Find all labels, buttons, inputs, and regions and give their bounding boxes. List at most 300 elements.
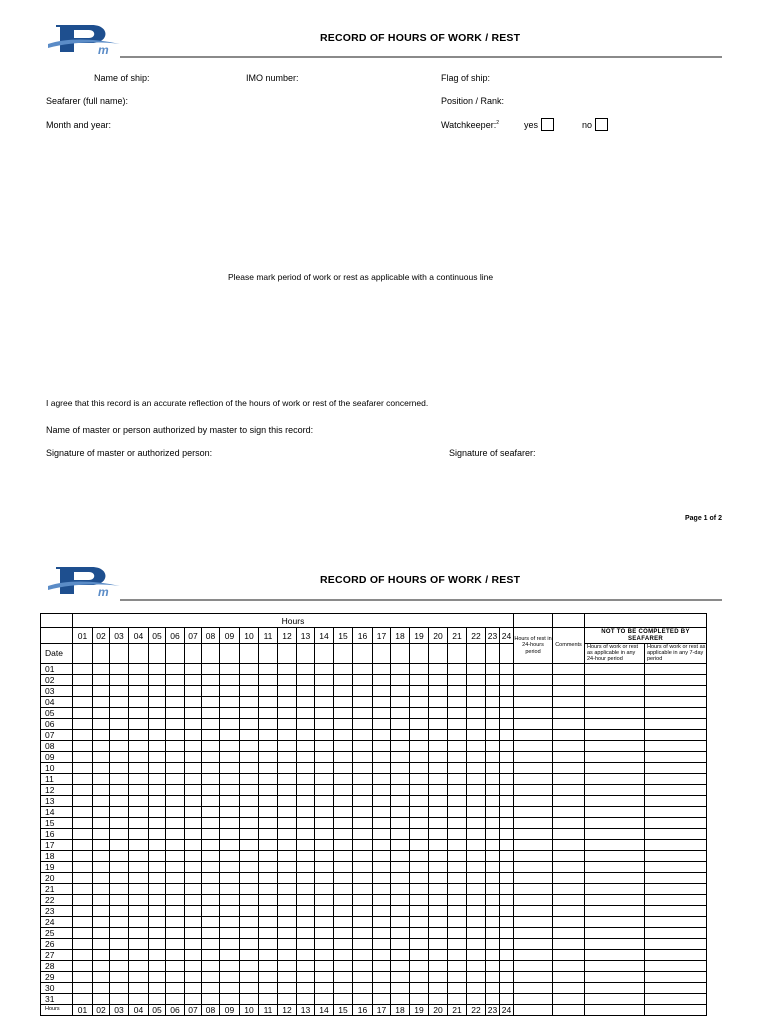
- entry-cell[interactable]: [297, 861, 315, 872]
- entry-cell[interactable]: [185, 905, 202, 916]
- entry-cell[interactable]: [373, 850, 391, 861]
- entry-cell[interactable]: [202, 982, 220, 993]
- entry-cell[interactable]: [373, 949, 391, 960]
- entry-cell[interactable]: [129, 850, 149, 861]
- entry-cell[interactable]: [149, 916, 166, 927]
- entry-cell[interactable]: [93, 806, 110, 817]
- entry-cell[interactable]: [645, 916, 707, 927]
- entry-cell[interactable]: [410, 663, 429, 674]
- entry-cell[interactable]: [315, 839, 334, 850]
- entry-cell[interactable]: [73, 707, 93, 718]
- entry-cell[interactable]: [220, 982, 240, 993]
- entry-cell[interactable]: [93, 751, 110, 762]
- entry-cell[interactable]: [166, 762, 185, 773]
- entry-cell[interactable]: [448, 872, 467, 883]
- entry-cell[interactable]: [185, 960, 202, 971]
- entry-cell[interactable]: [353, 685, 373, 696]
- entry-cell[interactable]: [373, 795, 391, 806]
- entry-cell[interactable]: [645, 685, 707, 696]
- entry-cell[interactable]: [467, 850, 486, 861]
- entry-cell[interactable]: [334, 729, 353, 740]
- entry-cell[interactable]: [278, 872, 297, 883]
- entry-cell[interactable]: [391, 663, 410, 674]
- entry-cell[interactable]: [391, 784, 410, 795]
- entry-cell[interactable]: [259, 718, 278, 729]
- entry-cell[interactable]: [149, 817, 166, 828]
- entry-cell[interactable]: [429, 850, 448, 861]
- entry-cell[interactable]: [448, 883, 467, 894]
- entry-cell[interactable]: [373, 784, 391, 795]
- entry-cell[interactable]: [448, 839, 467, 850]
- entry-cell[interactable]: [585, 740, 645, 751]
- entry-cell[interactable]: [129, 817, 149, 828]
- entry-cell[interactable]: [410, 828, 429, 839]
- entry-cell[interactable]: [73, 938, 93, 949]
- entry-cell[interactable]: [129, 982, 149, 993]
- entry-cell[interactable]: [73, 839, 93, 850]
- entry-cell[interactable]: [553, 960, 585, 971]
- entry-cell[interactable]: [373, 883, 391, 894]
- entry-cell[interactable]: [240, 828, 259, 839]
- entry-cell[interactable]: [334, 905, 353, 916]
- entry-cell[interactable]: [410, 784, 429, 795]
- entry-cell[interactable]: [166, 960, 185, 971]
- entry-cell[interactable]: [297, 762, 315, 773]
- entry-cell[interactable]: [353, 707, 373, 718]
- entry-cell[interactable]: [110, 674, 129, 685]
- entry-cell[interactable]: [429, 729, 448, 740]
- entry-cell[interactable]: [297, 718, 315, 729]
- entry-cell[interactable]: [166, 839, 185, 850]
- entry-cell[interactable]: [110, 663, 129, 674]
- entry-cell[interactable]: [448, 949, 467, 960]
- entry-cell[interactable]: [259, 806, 278, 817]
- entry-cell[interactable]: [500, 894, 514, 905]
- entry-cell[interactable]: [448, 916, 467, 927]
- entry-cell[interactable]: [553, 927, 585, 938]
- entry-cell[interactable]: [278, 762, 297, 773]
- entry-cell[interactable]: [514, 971, 553, 982]
- entry-cell[interactable]: [429, 696, 448, 707]
- entry-cell[interactable]: [500, 828, 514, 839]
- entry-cell[interactable]: [467, 806, 486, 817]
- entry-cell[interactable]: [149, 685, 166, 696]
- entry-cell[interactable]: [315, 795, 334, 806]
- entry-cell[interactable]: [202, 685, 220, 696]
- entry-cell[interactable]: [645, 729, 707, 740]
- entry-cell[interactable]: [467, 894, 486, 905]
- entry-cell[interactable]: [410, 795, 429, 806]
- entry-cell[interactable]: [110, 817, 129, 828]
- entry-cell[interactable]: [410, 740, 429, 751]
- entry-cell[interactable]: [486, 663, 500, 674]
- entry-cell[interactable]: [585, 905, 645, 916]
- entry-cell[interactable]: [220, 927, 240, 938]
- entry-cell[interactable]: [297, 916, 315, 927]
- entry-cell[interactable]: [73, 894, 93, 905]
- entry-cell[interactable]: [645, 773, 707, 784]
- entry-cell[interactable]: [391, 971, 410, 982]
- entry-cell[interactable]: [645, 817, 707, 828]
- entry-cell[interactable]: [391, 696, 410, 707]
- entry-cell[interactable]: [73, 850, 93, 861]
- entry-cell[interactable]: [315, 718, 334, 729]
- entry-cell[interactable]: [585, 685, 645, 696]
- entry-cell[interactable]: [391, 685, 410, 696]
- entry-cell[interactable]: [500, 872, 514, 883]
- entry-cell[interactable]: [353, 872, 373, 883]
- entry-cell[interactable]: [315, 696, 334, 707]
- entry-cell[interactable]: [166, 674, 185, 685]
- entry-cell[interactable]: [315, 872, 334, 883]
- entry-cell[interactable]: [334, 894, 353, 905]
- entry-cell[interactable]: [553, 894, 585, 905]
- entry-cell[interactable]: [93, 784, 110, 795]
- entry-cell[interactable]: [93, 685, 110, 696]
- entry-cell[interactable]: [467, 718, 486, 729]
- yes-checkbox[interactable]: [541, 118, 554, 131]
- entry-cell[interactable]: [315, 861, 334, 872]
- entry-cell[interactable]: [110, 685, 129, 696]
- entry-cell[interactable]: [391, 949, 410, 960]
- entry-cell[interactable]: [202, 663, 220, 674]
- entry-cell[interactable]: [585, 872, 645, 883]
- entry-cell[interactable]: [297, 773, 315, 784]
- entry-cell[interactable]: [467, 993, 486, 1004]
- entry-cell[interactable]: [429, 894, 448, 905]
- entry-cell[interactable]: [297, 960, 315, 971]
- entry-cell[interactable]: [202, 795, 220, 806]
- entry-cell[interactable]: [129, 806, 149, 817]
- entry-cell[interactable]: [259, 828, 278, 839]
- entry-cell[interactable]: [334, 663, 353, 674]
- entry-cell[interactable]: [353, 784, 373, 795]
- entry-cell[interactable]: [553, 784, 585, 795]
- entry-cell[interactable]: [220, 872, 240, 883]
- entry-cell[interactable]: [645, 718, 707, 729]
- entry-cell[interactable]: [185, 850, 202, 861]
- entry-cell[interactable]: [259, 960, 278, 971]
- entry-cell[interactable]: [73, 927, 93, 938]
- entry-cell[interactable]: [73, 861, 93, 872]
- entry-cell[interactable]: [149, 894, 166, 905]
- entry-cell[interactable]: [391, 773, 410, 784]
- entry-cell[interactable]: [500, 850, 514, 861]
- entry-cell[interactable]: [429, 861, 448, 872]
- entry-cell[interactable]: [486, 685, 500, 696]
- entry-cell[interactable]: [278, 806, 297, 817]
- entry-cell[interactable]: [220, 817, 240, 828]
- entry-cell[interactable]: [129, 905, 149, 916]
- entry-cell[interactable]: [334, 916, 353, 927]
- entry-cell[interactable]: [240, 850, 259, 861]
- entry-cell[interactable]: [353, 960, 373, 971]
- entry-cell[interactable]: [202, 806, 220, 817]
- entry-cell[interactable]: [500, 718, 514, 729]
- entry-cell[interactable]: [315, 773, 334, 784]
- entry-cell[interactable]: [185, 982, 202, 993]
- entry-cell[interactable]: [373, 663, 391, 674]
- entry-cell[interactable]: [585, 729, 645, 740]
- entry-cell[interactable]: [410, 872, 429, 883]
- entry-cell[interactable]: [297, 740, 315, 751]
- entry-cell[interactable]: [410, 696, 429, 707]
- entry-cell[interactable]: [553, 817, 585, 828]
- entry-cell[interactable]: [353, 982, 373, 993]
- entry-cell[interactable]: [391, 861, 410, 872]
- entry-cell[interactable]: [297, 817, 315, 828]
- entry-cell[interactable]: [278, 960, 297, 971]
- entry-cell[interactable]: [185, 707, 202, 718]
- entry-cell[interactable]: [500, 949, 514, 960]
- entry-cell[interactable]: [585, 894, 645, 905]
- entry-cell[interactable]: [110, 696, 129, 707]
- entry-cell[interactable]: [585, 850, 645, 861]
- entry-cell[interactable]: [278, 729, 297, 740]
- entry-cell[interactable]: [259, 927, 278, 938]
- entry-cell[interactable]: [202, 861, 220, 872]
- entry-cell[interactable]: [240, 993, 259, 1004]
- entry-cell[interactable]: [73, 828, 93, 839]
- entry-cell[interactable]: [353, 740, 373, 751]
- entry-cell[interactable]: [373, 861, 391, 872]
- entry-cell[interactable]: [315, 883, 334, 894]
- entry-cell[interactable]: [373, 927, 391, 938]
- entry-cell[interactable]: [240, 729, 259, 740]
- entry-cell[interactable]: [353, 828, 373, 839]
- entry-cell[interactable]: [185, 861, 202, 872]
- entry-cell[interactable]: [373, 696, 391, 707]
- entry-cell[interactable]: [166, 784, 185, 795]
- entry-cell[interactable]: [185, 839, 202, 850]
- entry-cell[interactable]: [259, 872, 278, 883]
- entry-cell[interactable]: [467, 905, 486, 916]
- entry-cell[interactable]: [500, 751, 514, 762]
- entry-cell[interactable]: [240, 718, 259, 729]
- entry-cell[interactable]: [220, 894, 240, 905]
- entry-cell[interactable]: [514, 850, 553, 861]
- entry-cell[interactable]: [259, 707, 278, 718]
- entry-cell[interactable]: [410, 685, 429, 696]
- entry-cell[interactable]: [185, 762, 202, 773]
- entry-cell[interactable]: [467, 784, 486, 795]
- entry-cell[interactable]: [448, 707, 467, 718]
- entry-cell[interactable]: [391, 729, 410, 740]
- entry-cell[interactable]: [553, 982, 585, 993]
- entry-cell[interactable]: [486, 927, 500, 938]
- entry-cell[interactable]: [645, 938, 707, 949]
- entry-cell[interactable]: [645, 795, 707, 806]
- entry-cell[interactable]: [391, 817, 410, 828]
- entry-cell[interactable]: [645, 960, 707, 971]
- entry-cell[interactable]: [467, 949, 486, 960]
- entry-cell[interactable]: [353, 663, 373, 674]
- entry-cell[interactable]: [240, 960, 259, 971]
- entry-cell[interactable]: [220, 784, 240, 795]
- entry-cell[interactable]: [149, 850, 166, 861]
- entry-cell[interactable]: [500, 861, 514, 872]
- entry-cell[interactable]: [240, 971, 259, 982]
- entry-cell[interactable]: [202, 894, 220, 905]
- entry-cell[interactable]: [410, 916, 429, 927]
- entry-cell[interactable]: [315, 751, 334, 762]
- entry-cell[interactable]: [467, 707, 486, 718]
- entry-cell[interactable]: [500, 817, 514, 828]
- entry-cell[interactable]: [645, 850, 707, 861]
- entry-cell[interactable]: [129, 872, 149, 883]
- entry-cell[interactable]: [220, 773, 240, 784]
- entry-cell[interactable]: [645, 949, 707, 960]
- entry-cell[interactable]: [410, 707, 429, 718]
- entry-cell[interactable]: [149, 806, 166, 817]
- entry-cell[interactable]: [259, 850, 278, 861]
- entry-cell[interactable]: [410, 927, 429, 938]
- entry-cell[interactable]: [93, 817, 110, 828]
- entry-cell[interactable]: [110, 773, 129, 784]
- entry-cell[interactable]: [353, 927, 373, 938]
- entry-cell[interactable]: [585, 960, 645, 971]
- entry-cell[interactable]: [353, 938, 373, 949]
- entry-cell[interactable]: [315, 993, 334, 1004]
- entry-cell[interactable]: [149, 971, 166, 982]
- entry-cell[interactable]: [585, 762, 645, 773]
- entry-cell[interactable]: [93, 674, 110, 685]
- entry-cell[interactable]: [297, 982, 315, 993]
- entry-cell[interactable]: [240, 817, 259, 828]
- entry-cell[interactable]: [166, 971, 185, 982]
- entry-cell[interactable]: [448, 674, 467, 685]
- entry-cell[interactable]: [166, 685, 185, 696]
- entry-cell[interactable]: [278, 817, 297, 828]
- entry-cell[interactable]: [448, 861, 467, 872]
- entry-cell[interactable]: [202, 707, 220, 718]
- entry-cell[interactable]: [185, 663, 202, 674]
- entry-cell[interactable]: [585, 938, 645, 949]
- entry-cell[interactable]: [297, 894, 315, 905]
- entry-cell[interactable]: [220, 861, 240, 872]
- entry-cell[interactable]: [73, 773, 93, 784]
- watchkeeper-no[interactable]: [582, 118, 608, 131]
- entry-cell[interactable]: [410, 773, 429, 784]
- entry-cell[interactable]: [500, 806, 514, 817]
- entry-cell[interactable]: [486, 795, 500, 806]
- entry-cell[interactable]: [448, 685, 467, 696]
- entry-cell[interactable]: [129, 795, 149, 806]
- entry-cell[interactable]: [410, 850, 429, 861]
- entry-cell[interactable]: [315, 806, 334, 817]
- watchkeeper-yes[interactable]: [524, 118, 554, 131]
- entry-cell[interactable]: [259, 861, 278, 872]
- entry-cell[interactable]: [110, 971, 129, 982]
- entry-cell[interactable]: [645, 927, 707, 938]
- entry-cell[interactable]: [278, 795, 297, 806]
- entry-cell[interactable]: [93, 718, 110, 729]
- entry-cell[interactable]: [353, 971, 373, 982]
- entry-cell[interactable]: [391, 993, 410, 1004]
- entry-cell[interactable]: [467, 740, 486, 751]
- entry-cell[interactable]: [645, 674, 707, 685]
- entry-cell[interactable]: [297, 828, 315, 839]
- entry-cell[interactable]: [410, 982, 429, 993]
- entry-cell[interactable]: [73, 872, 93, 883]
- entry-cell[interactable]: [297, 685, 315, 696]
- entry-cell[interactable]: [93, 707, 110, 718]
- entry-cell[interactable]: [514, 828, 553, 839]
- entry-cell[interactable]: [585, 773, 645, 784]
- entry-cell[interactable]: [93, 861, 110, 872]
- entry-cell[interactable]: [467, 982, 486, 993]
- entry-cell[interactable]: [410, 806, 429, 817]
- entry-cell[interactable]: [166, 982, 185, 993]
- entry-cell[interactable]: [240, 773, 259, 784]
- entry-cell[interactable]: [391, 960, 410, 971]
- entry-cell[interactable]: [410, 718, 429, 729]
- entry-cell[interactable]: [429, 839, 448, 850]
- entry-cell[interactable]: [514, 729, 553, 740]
- entry-cell[interactable]: [514, 707, 553, 718]
- entry-cell[interactable]: [220, 696, 240, 707]
- entry-cell[interactable]: [391, 872, 410, 883]
- entry-cell[interactable]: [110, 806, 129, 817]
- entry-cell[interactable]: [334, 850, 353, 861]
- entry-cell[interactable]: [166, 729, 185, 740]
- entry-cell[interactable]: [410, 960, 429, 971]
- entry-cell[interactable]: [373, 828, 391, 839]
- entry-cell[interactable]: [129, 938, 149, 949]
- entry-cell[interactable]: [259, 729, 278, 740]
- entry-cell[interactable]: [240, 795, 259, 806]
- entry-cell[interactable]: [553, 861, 585, 872]
- entry-cell[interactable]: [202, 949, 220, 960]
- entry-cell[interactable]: [166, 850, 185, 861]
- entry-cell[interactable]: [166, 773, 185, 784]
- entry-cell[interactable]: [500, 740, 514, 751]
- entry-cell[interactable]: [297, 806, 315, 817]
- entry-cell[interactable]: [278, 740, 297, 751]
- entry-cell[interactable]: [553, 905, 585, 916]
- entry-cell[interactable]: [514, 795, 553, 806]
- entry-cell[interactable]: [467, 729, 486, 740]
- entry-cell[interactable]: [553, 751, 585, 762]
- entry-cell[interactable]: [315, 850, 334, 861]
- entry-cell[interactable]: [278, 982, 297, 993]
- entry-cell[interactable]: [297, 795, 315, 806]
- entry-cell[interactable]: [110, 795, 129, 806]
- entry-cell[interactable]: [315, 949, 334, 960]
- entry-cell[interactable]: [429, 718, 448, 729]
- entry-cell[interactable]: [334, 806, 353, 817]
- entry-cell[interactable]: [334, 971, 353, 982]
- entry-cell[interactable]: [93, 894, 110, 905]
- entry-cell[interactable]: [334, 982, 353, 993]
- entry-cell[interactable]: [553, 993, 585, 1004]
- entry-cell[interactable]: [391, 718, 410, 729]
- entry-cell[interactable]: [149, 861, 166, 872]
- entry-cell[interactable]: [486, 707, 500, 718]
- entry-cell[interactable]: [373, 674, 391, 685]
- entry-cell[interactable]: [391, 751, 410, 762]
- entry-cell[interactable]: [334, 751, 353, 762]
- entry-cell[interactable]: [373, 762, 391, 773]
- entry-cell[interactable]: [202, 751, 220, 762]
- entry-cell[interactable]: [278, 674, 297, 685]
- entry-cell[interactable]: [514, 905, 553, 916]
- entry-cell[interactable]: [486, 806, 500, 817]
- entry-cell[interactable]: [73, 740, 93, 751]
- entry-cell[interactable]: [373, 773, 391, 784]
- entry-cell[interactable]: [110, 784, 129, 795]
- entry-cell[interactable]: [373, 740, 391, 751]
